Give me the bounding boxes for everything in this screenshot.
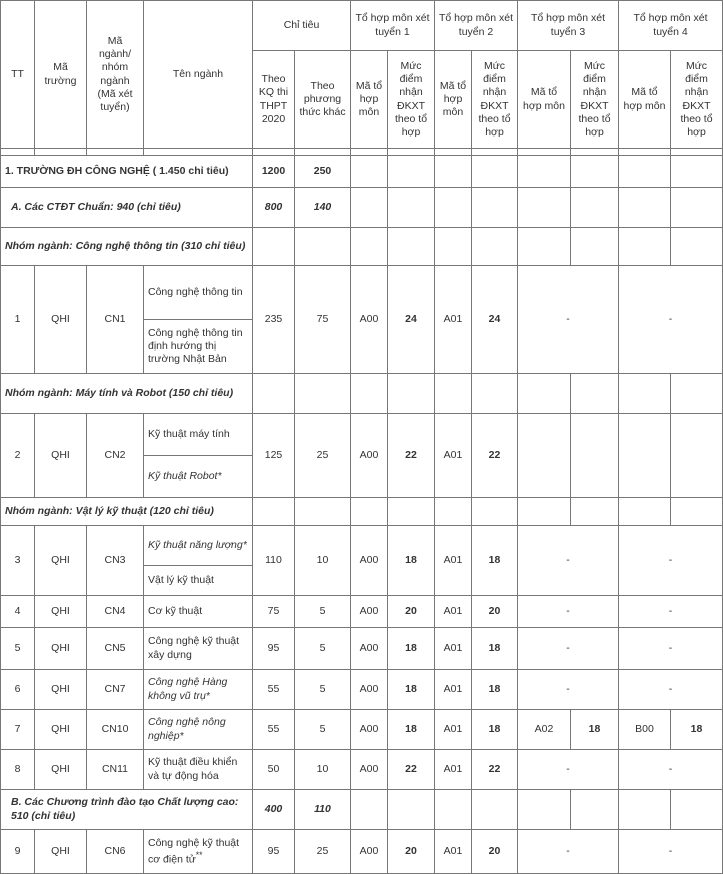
row-to1: A00 <box>351 670 388 710</box>
school-label: 1. TRƯỜNG ĐH CÔNG NGHỆ ( 1.450 chỉ tiêu) <box>1 156 253 188</box>
row-d2: 18 <box>472 628 518 670</box>
header-muc-diem-4: Mức điểm nhận ĐKXT theo tổ hợp <box>671 51 723 149</box>
header-ten-nganh: Tên ngành <box>144 1 253 149</box>
row-to2: A01 <box>435 670 472 710</box>
row-tt: 3 <box>1 526 35 596</box>
row-kq: 55 <box>253 670 295 710</box>
row-truong: QHI <box>35 670 87 710</box>
row-ma: CN2 <box>87 414 144 498</box>
row-to2: A01 <box>435 414 472 498</box>
header-tt: TT <box>1 1 35 149</box>
row-d2: 22 <box>472 750 518 790</box>
row-ten-text: Công nghệ kỹ thuật cơ điện tử <box>148 836 240 866</box>
row-pt: 10 <box>295 750 351 790</box>
table-row <box>1 750 723 790</box>
row-ma: CN6 <box>87 830 144 874</box>
row-ten: Kỹ thuật điều khiển và tự động hóa <box>144 750 253 790</box>
table-row <box>1 710 723 750</box>
row-d2: 20 <box>472 830 518 874</box>
row-d1: 22 <box>388 750 435 790</box>
row-ten: Kỹ thuật Robot* <box>144 456 253 498</box>
section-b-pt: 110 <box>295 790 351 830</box>
row-to3: - <box>518 628 619 670</box>
school-row <box>1 156 723 188</box>
row-to2: A01 <box>435 750 472 790</box>
row-ten: Công nghệ thông tin <box>144 266 253 320</box>
row-to3: - <box>518 526 619 596</box>
row-tt: 2 <box>1 414 35 498</box>
row-pt: 5 <box>295 710 351 750</box>
row-d2: 24 <box>472 266 518 374</box>
row-d1: 24 <box>388 266 435 374</box>
row-to3: - <box>518 266 619 374</box>
row-ten: Công nghệ Hàng không vũ trụ* <box>144 670 253 710</box>
row-d4: 18 <box>671 710 723 750</box>
row-d1: 18 <box>388 670 435 710</box>
row-ten-sup: ** <box>195 849 203 860</box>
row-truong: QHI <box>35 596 87 628</box>
header-chi-tieu: Chỉ tiêu <box>253 1 351 51</box>
table-row <box>1 414 723 456</box>
section-b-row <box>1 790 723 830</box>
row-to4: - <box>619 670 723 710</box>
header-to-hop-3: Tổ hợp môn xét tuyển 3 <box>518 1 619 51</box>
group-label: Nhóm ngành: Máy tính và Robot (150 chỉ tiêu) <box>1 374 253 414</box>
header-gap <box>1 149 723 156</box>
row-to1: A00 <box>351 830 388 874</box>
row-kq: 50 <box>253 750 295 790</box>
row-kq: 95 <box>253 830 295 874</box>
header-theo-pt: Theo phương thức khác <box>295 51 351 149</box>
row-ma: CN3 <box>87 526 144 596</box>
row-to4: - <box>619 830 723 874</box>
header-muc-diem-3: Mức điểm nhận ĐKXT theo tổ hợp <box>571 51 619 149</box>
row-to3: A02 <box>518 710 571 750</box>
row-to1: A00 <box>351 526 388 596</box>
header-muc-diem-1: Mức điểm nhận ĐKXT theo tổ hợp <box>388 51 435 149</box>
row-pt: 75 <box>295 266 351 374</box>
school-kq: 1200 <box>253 156 295 188</box>
row-ma: CN1 <box>87 266 144 374</box>
row-pt: 10 <box>295 526 351 596</box>
row-tt: 1 <box>1 266 35 374</box>
header-muc-diem-2: Mức điểm nhận ĐKXT theo tổ hợp <box>472 51 518 149</box>
row-to3: - <box>518 750 619 790</box>
row-kq: 110 <box>253 526 295 596</box>
row-to2: A01 <box>435 628 472 670</box>
header-ma-to-hop-2: Mã tổ hợp môn <box>435 51 472 149</box>
row-to4: B00 <box>619 710 671 750</box>
row-d1: 18 <box>388 628 435 670</box>
row-d3: 18 <box>571 710 619 750</box>
row-truong: QHI <box>35 628 87 670</box>
row-ma: CN4 <box>87 596 144 628</box>
row-tt: 7 <box>1 710 35 750</box>
row-kq: 95 <box>253 628 295 670</box>
group-label: Nhóm ngành: Công nghệ thông tin (310 chỉ tiêu) <box>1 228 253 266</box>
row-to2: A01 <box>435 710 472 750</box>
row-ma: CN7 <box>87 670 144 710</box>
header-to-hop-1: Tổ hợp môn xét tuyển 1 <box>351 1 435 51</box>
header-ma-truong: Mã trường <box>35 1 87 149</box>
row-truong: QHI <box>35 414 87 498</box>
table-row <box>1 266 723 320</box>
row-d1: 22 <box>388 414 435 498</box>
row-tt: 8 <box>1 750 35 790</box>
row-ma: CN11 <box>87 750 144 790</box>
row-d1: 20 <box>388 596 435 628</box>
row-d1: 20 <box>388 830 435 874</box>
row-to1: A00 <box>351 414 388 498</box>
table-row <box>1 830 723 874</box>
group-label: Nhóm ngành: Vật lý kỹ thuật (120 chỉ tiêu) <box>1 498 253 526</box>
group-row <box>1 228 723 266</box>
row-d1: 18 <box>388 526 435 596</box>
group-row <box>1 498 723 526</box>
header-ma-to-hop-3: Mã tổ hợp môn <box>518 51 571 149</box>
row-truong: QHI <box>35 710 87 750</box>
section-b-label: B. Các Chương trình đào tạo Chất lượng cao: 510 (chỉ tiêu) <box>1 790 253 830</box>
row-kq: 75 <box>253 596 295 628</box>
header-theo-kq: Theo KQ thi THPT 2020 <box>253 51 295 149</box>
row-to3: - <box>518 670 619 710</box>
section-a-kq: 800 <box>253 188 295 228</box>
row-d2: 18 <box>472 526 518 596</box>
row-to2: A01 <box>435 526 472 596</box>
school-pt: 250 <box>295 156 351 188</box>
row-ten: Công nghệ thông tin định hướng thị trường Nhật Bản <box>144 320 253 374</box>
row-truong: QHI <box>35 526 87 596</box>
row-tt: 5 <box>1 628 35 670</box>
header-ma-to-hop-1: Mã tổ hợp môn <box>351 51 388 149</box>
row-truong: QHI <box>35 750 87 790</box>
row-kq: 125 <box>253 414 295 498</box>
row-ten: Vật lý kỹ thuật <box>144 566 253 596</box>
row-kq: 235 <box>253 266 295 374</box>
row-pt: 25 <box>295 414 351 498</box>
section-a-pt: 140 <box>295 188 351 228</box>
section-a-row <box>1 188 723 228</box>
header-to-hop-2: Tổ hợp môn xét tuyển 2 <box>435 1 518 51</box>
row-to4: - <box>619 750 723 790</box>
row-ten: Kỹ thuật năng lượng* <box>144 526 253 566</box>
row-d2: 22 <box>472 414 518 498</box>
row-to4: - <box>619 266 723 374</box>
row-to3: - <box>518 830 619 874</box>
row-to2: A01 <box>435 266 472 374</box>
row-to1: A00 <box>351 710 388 750</box>
row-d2: 20 <box>472 596 518 628</box>
row-to1: A00 <box>351 266 388 374</box>
group-row <box>1 374 723 414</box>
row-to2: A01 <box>435 596 472 628</box>
section-a-label: A. Các CTĐT Chuẩn: 940 (chỉ tiêu) <box>1 188 253 228</box>
row-pt: 5 <box>295 628 351 670</box>
row-pt: 25 <box>295 830 351 874</box>
row-d2: 18 <box>472 710 518 750</box>
row-tt: 4 <box>1 596 35 628</box>
row-ma: CN5 <box>87 628 144 670</box>
row-truong: QHI <box>35 830 87 874</box>
table-row <box>1 526 723 566</box>
table-row <box>1 628 723 670</box>
row-ma: CN10 <box>87 710 144 750</box>
row-to1: A00 <box>351 628 388 670</box>
row-pt: 5 <box>295 670 351 710</box>
row-to1: A00 <box>351 596 388 628</box>
row-d2: 18 <box>472 670 518 710</box>
section-b-kq: 400 <box>253 790 295 830</box>
header-ma-nganh: Mã ngành/ nhóm ngành (Mã xét tuyển) <box>87 1 144 149</box>
row-kq: 55 <box>253 710 295 750</box>
row-tt: 9 <box>1 830 35 874</box>
row-to1: A00 <box>351 750 388 790</box>
row-ten: Công nghệ nông nghiệp* <box>144 710 253 750</box>
row-to4: - <box>619 596 723 628</box>
row-to2: A01 <box>435 830 472 874</box>
row-pt: 5 <box>295 596 351 628</box>
row-ten: Kỹ thuật máy tính <box>144 414 253 456</box>
row-ten: Cơ kỹ thuật <box>144 596 253 628</box>
table-row <box>1 670 723 710</box>
row-ten <box>144 830 253 874</box>
row-to4: - <box>619 526 723 596</box>
row-d1: 18 <box>388 710 435 750</box>
row-to3: - <box>518 596 619 628</box>
table-row <box>1 596 723 628</box>
header-to-hop-4: Tổ hợp môn xét tuyển 4 <box>619 1 723 51</box>
row-tt: 6 <box>1 670 35 710</box>
row-ten: Công nghệ kỹ thuật xây dựng <box>144 628 253 670</box>
row-truong: QHI <box>35 266 87 374</box>
header-ma-to-hop-4: Mã tổ hợp môn <box>619 51 671 149</box>
row-to4: - <box>619 628 723 670</box>
